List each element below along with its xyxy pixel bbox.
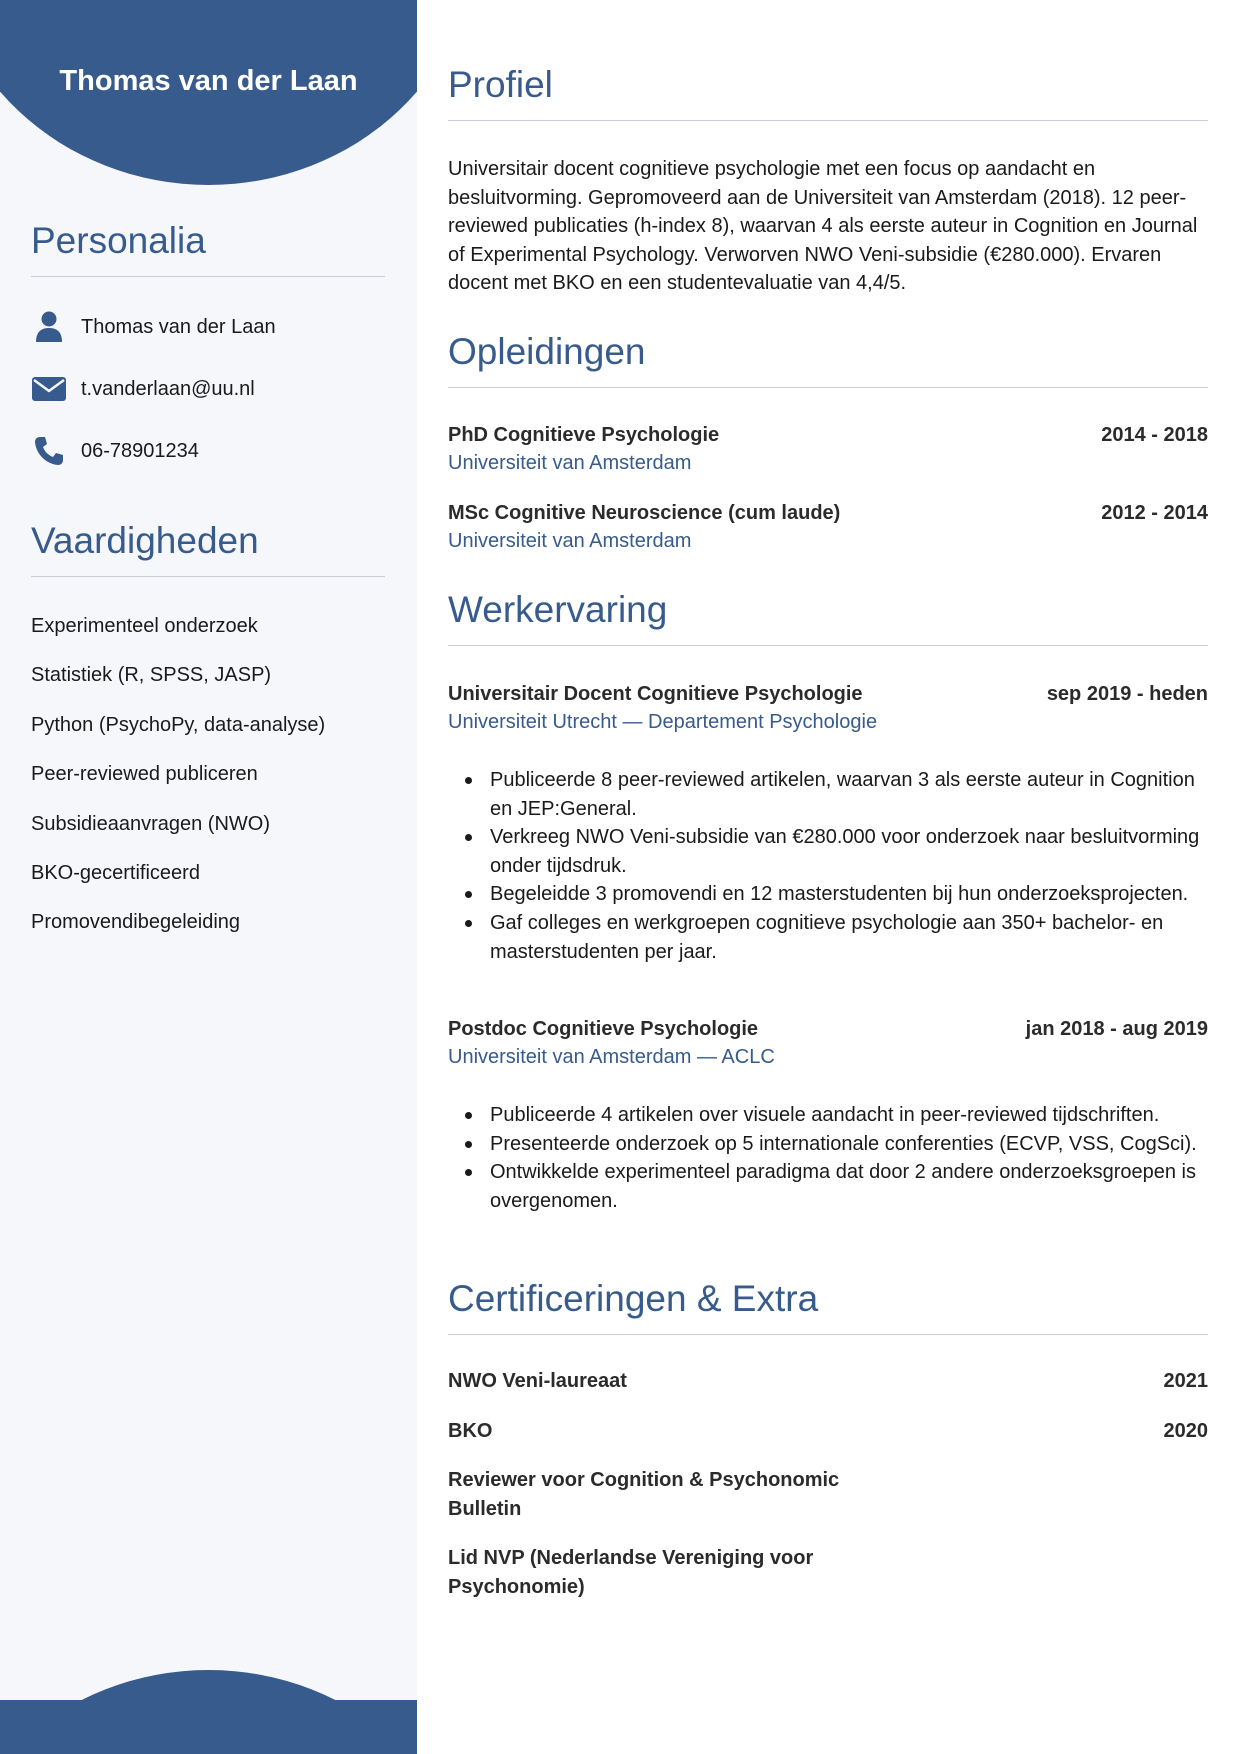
profile-text: Universitair docent cognitieve psychologie met een focus op aandacht en besluitvorming. Gepromoveerd aan de Universiteit van Amsterdam (2018). 12 peer-reviewed publicaties (h-index 8), waarvan 4 als eerste auteur in Cognition en Journal of Experimental Psychology. Verworven NWO Veni-subsidie (€280.000). Ervaren docent met BKO en een studentevaluatie van 4,4/5.: [448, 158, 1198, 295]
experience-entry: [448, 680, 1208, 737]
list-item: Begeleidde 3 promovendi en 12 masterstudenten bij hun onderzoeksprojecten.: [448, 880, 1208, 909]
phone-icon: [31, 433, 67, 469]
job-period: jan 2018 - aug 2019: [1025, 1018, 1208, 1040]
cert-name: NWO Veni-laureaat: [448, 1370, 627, 1392]
degree-title: PhD Cognitieve Psychologie: [448, 424, 720, 446]
employer: Universiteit van Amsterdam — ACLC: [448, 1046, 775, 1068]
education-entry: [448, 499, 1208, 556]
skills-heading: Vaardigheden: [31, 520, 385, 577]
candidate-name: Thomas van der Laan: [59, 65, 358, 97]
degree-years: 2012 - 2014: [1101, 502, 1208, 524]
school-name: Universiteit van Amsterdam: [448, 530, 692, 552]
cert-year: 2020: [1163, 1420, 1208, 1442]
envelope-icon: [31, 371, 67, 407]
cert-item: [448, 1417, 1208, 1446]
skill-item: Experimenteel onderzoek: [31, 615, 258, 637]
contact-email[interactable]: t.vanderlaan@uu.nl: [81, 377, 255, 400]
skill-item: Statistiek (R, SPSS, JASP): [31, 664, 272, 686]
sidebar: [0, 0, 417, 1754]
cert-name: Reviewer voor Cognition & Psychonomic Bulletin: [448, 1469, 840, 1520]
job-achievements: [448, 766, 1208, 966]
certifications-heading: Certificeringen & Extra: [448, 1278, 1208, 1335]
skill-item: Peer-reviewed publiceren: [31, 763, 258, 785]
list-item: Verkreeg NWO Veni-subsidie van €280.000 voor onderzoek naar besluitvorming onder tijdsdruk.: [448, 823, 1208, 880]
cert-item: [448, 1466, 1208, 1524]
contact-name-row: [31, 309, 276, 345]
cert-item: [448, 1544, 1208, 1602]
cert-item: [448, 1367, 1208, 1396]
job-title: Universitair Docent Cognitieve Psychologie: [448, 683, 863, 705]
list-item: Ontwikkelde experimenteel paradigma dat door 2 andere onderzoeksgroepen is overgenomen.: [448, 1158, 1208, 1215]
list-item: Publiceerde 8 peer-reviewed artikelen, waarvan 3 als eerste auteur in Cognition en JEP:General.: [448, 766, 1208, 823]
contact-name: Thomas van der Laan: [81, 315, 276, 338]
job-period: sep 2019 - heden: [1046, 683, 1208, 705]
degree-years: 2014 - 2018: [1101, 424, 1208, 446]
profile-heading: Profiel: [448, 64, 1208, 121]
employer: Universiteit Utrecht — Departement Psychologie: [448, 711, 878, 733]
skill-item: BKO-gecertificeerd: [31, 862, 200, 884]
education-entry: [448, 421, 1208, 478]
job-title: Postdoc Cognitieve Psychologie: [448, 1018, 759, 1040]
list-item: Gaf colleges en werkgroepen cognitieve psychologie aan 350+ bachelor- en masterstudenten per jaar.: [448, 909, 1208, 966]
skill-item: Subsidieaanvragen (NWO): [31, 813, 270, 835]
cert-name: Lid NVP (Nederlandse Vereniging voor Psychonomie): [448, 1547, 814, 1598]
cert-name: BKO: [448, 1420, 493, 1442]
contact-phone[interactable]: 06-78901234: [81, 439, 199, 462]
list-item: Presenteerde onderzoek op 5 internationale conferenties (ECVP, VSS, CogSci).: [448, 1130, 1208, 1159]
school-name: Universiteit van Amsterdam: [448, 452, 692, 474]
personalia-heading: Personalia: [31, 220, 385, 277]
main-content: [448, 0, 1208, 1754]
skill-item: Promovendibegeleiding: [31, 911, 241, 933]
degree-title: MSc Cognitive Neuroscience (cum laude): [448, 502, 841, 524]
skill-item: Python (PsychoPy, data-analyse): [31, 714, 326, 736]
list-item: Publiceerde 4 artikelen over visuele aandacht in peer-reviewed tijdschriften.: [448, 1101, 1208, 1130]
cert-year: 2021: [1163, 1370, 1208, 1392]
experience-heading: Werkervaring: [448, 589, 1208, 646]
contact-phone-row[interactable]: [31, 433, 199, 469]
education-heading: Opleidingen: [448, 331, 1208, 388]
experience-entry: [448, 1015, 1208, 1072]
person-icon: [31, 309, 67, 345]
contact-email-row[interactable]: [31, 371, 255, 407]
job-achievements: [448, 1101, 1208, 1215]
